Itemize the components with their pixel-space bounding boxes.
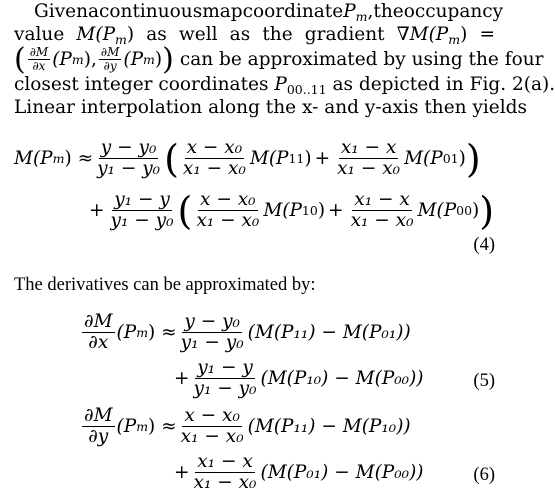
equals-sign: =	[479, 24, 495, 45]
symbol-pm	[343, 0, 373, 23]
equation-6	[14, 406, 495, 501]
derivative-frac	[82, 406, 115, 447]
symbol-nabla-m: ∇M(P	[396, 24, 449, 45]
word: gradient	[304, 24, 385, 45]
paren: )	[458, 148, 466, 169]
word: the	[262, 24, 293, 45]
word: as	[146, 24, 167, 45]
paragraph-line-4	[14, 73, 555, 97]
symbol-p: (P	[123, 49, 144, 70]
paren: ),	[83, 49, 97, 70]
intro-paragraph	[14, 0, 555, 119]
subscript: m	[115, 32, 127, 47]
term: M(P	[404, 148, 443, 169]
frac-num: ∂M	[100, 45, 120, 59]
subscript: m	[448, 32, 461, 47]
symbol-p: P	[343, 1, 356, 22]
symbol-mpm	[76, 23, 134, 46]
open-paren: (	[164, 136, 179, 181]
frac-num: x − x₀	[186, 137, 243, 158]
paragraph-line-5	[14, 96, 528, 119]
frac1	[95, 138, 162, 179]
frac-den: ∂x	[88, 332, 109, 353]
plus: +	[174, 368, 190, 389]
equation-5	[14, 312, 495, 404]
symbol-p: P	[274, 74, 287, 95]
paren: )	[317, 200, 326, 221]
term: M(P	[249, 148, 289, 169]
equation-number-4: (4)	[473, 235, 495, 255]
text: Linear interpolation along the x- and y-axis then yields	[14, 97, 528, 118]
word: Given	[34, 1, 89, 22]
text: as depicted in Fig. 2(a).	[332, 74, 555, 95]
eq5-line-2	[174, 358, 424, 399]
close-paren: )	[465, 136, 481, 181]
equation-4	[14, 138, 495, 258]
comma: ,	[367, 1, 374, 22]
word: map	[202, 1, 243, 22]
arg: (P	[116, 416, 137, 437]
frac-num: ∂M	[84, 405, 113, 426]
equation-number-6: (6)	[473, 465, 495, 485]
frac-num: y − y₀	[100, 137, 157, 158]
frac1	[179, 312, 246, 353]
frac-den: x₁ − x₀	[196, 210, 260, 231]
eq6-line-1	[80, 406, 411, 447]
subscript: m	[136, 419, 149, 434]
frac-num: y − y₀	[184, 311, 240, 332]
frac2	[192, 452, 259, 493]
text: can be approximated by using the four	[179, 49, 544, 70]
subscript: 01	[442, 151, 459, 166]
plus: +	[314, 148, 331, 169]
frac-num: x − x₀	[200, 189, 256, 210]
term: M(P	[263, 200, 302, 221]
approx: ) ≈	[148, 416, 177, 437]
plus: +	[89, 200, 105, 221]
word: coordinate	[242, 1, 344, 22]
frac2	[181, 138, 248, 179]
close-paren: )	[162, 41, 174, 77]
frac-num: y₁ − y	[197, 357, 253, 378]
frac3	[335, 138, 402, 179]
paragraph-line-3	[14, 41, 544, 77]
frac4	[109, 190, 176, 231]
frac-num: x₁ − x	[340, 137, 397, 158]
frac-den: ∂x	[32, 59, 46, 73]
eq4-line-2	[89, 190, 494, 231]
symbol-m: M(P	[76, 24, 116, 45]
frac-den: x₁ − x₀	[337, 158, 401, 179]
eq6-line-2	[174, 452, 424, 493]
open-paren: (	[177, 188, 193, 233]
symbol-p: (P	[52, 49, 72, 70]
plus: +	[174, 462, 190, 483]
frac-den: ∂y	[103, 59, 117, 73]
word: continuous	[99, 1, 203, 22]
frac-num: y₁ − y	[114, 189, 170, 210]
equation-number-5: (5)	[473, 371, 495, 391]
subscript: m	[71, 52, 84, 67]
approx: ) ≈	[64, 148, 94, 169]
subscript: m	[143, 52, 155, 67]
subscript: m	[136, 325, 149, 340]
frac2	[192, 358, 259, 399]
paragraph-line-2	[14, 23, 495, 46]
word: value	[14, 24, 65, 45]
frac-num: x₁ − x	[354, 189, 410, 210]
frac-den: ∂y	[88, 426, 109, 447]
subscript: 10	[301, 203, 318, 218]
term: (M(P₁₁) − M(P₁₀))	[247, 416, 411, 437]
inline-frac-dmdx	[28, 46, 51, 73]
plus: +	[328, 200, 344, 221]
paren: )	[304, 148, 312, 169]
inline-frac-dmdy	[99, 46, 122, 73]
paren: )	[460, 24, 468, 45]
frac5	[194, 190, 261, 231]
paren: )	[472, 200, 480, 221]
lhs: M(P	[14, 148, 53, 169]
open-paren: (	[14, 41, 26, 77]
frac-den: y₁ − y₀	[110, 210, 174, 231]
frac-num: x₁ − x	[197, 451, 253, 472]
frac-den: x₁ − x₀	[193, 472, 257, 493]
frac-num: ∂M	[84, 311, 113, 332]
frac1	[179, 406, 246, 447]
word: as	[229, 24, 251, 45]
subscript: m	[355, 9, 368, 24]
frac-den: y₁ − y₀	[180, 332, 244, 353]
frac-den: y₁ − y₀	[193, 378, 257, 399]
term: (M(P₁₁) − M(P₀₁))	[247, 322, 411, 343]
subscript: 00..11	[286, 82, 327, 97]
frac-num: x − x₀	[184, 405, 240, 426]
subscript: 11	[288, 151, 305, 166]
eq5-line-1	[80, 312, 411, 353]
approx: ) ≈	[148, 322, 177, 343]
word: a	[88, 1, 100, 22]
term: (M(P₀₁) − M(P₀₀))	[260, 462, 424, 483]
eq4-line-1	[14, 138, 481, 179]
frac-den: y₁ − y₀	[97, 158, 161, 179]
frac-num: ∂M	[29, 45, 49, 59]
frac-den: x₁ − x₀	[350, 210, 414, 231]
term: M(P	[417, 200, 457, 221]
frac-den: x₁ − x₀	[180, 426, 244, 447]
paren: )	[154, 49, 163, 70]
word: the	[373, 1, 404, 22]
subscript: 00	[456, 203, 473, 218]
paren: )	[126, 24, 135, 45]
frac6	[349, 190, 416, 231]
word: occupancy	[403, 1, 504, 22]
paragraph-line-1	[14, 0, 504, 24]
symbol-gradient	[397, 23, 468, 46]
arg: (P	[116, 322, 137, 343]
term: (M(P₁₀) − M(P₀₀))	[260, 368, 424, 389]
derivatives-intro: The derivatives can be approximated by:	[14, 275, 316, 295]
subscript: m	[52, 151, 65, 166]
frac-den: x₁ − x₀	[182, 158, 246, 179]
word: well	[178, 24, 218, 45]
close-paren: )	[479, 188, 495, 233]
text: closest integer coordinates	[14, 74, 269, 95]
derivative-frac	[82, 312, 115, 353]
